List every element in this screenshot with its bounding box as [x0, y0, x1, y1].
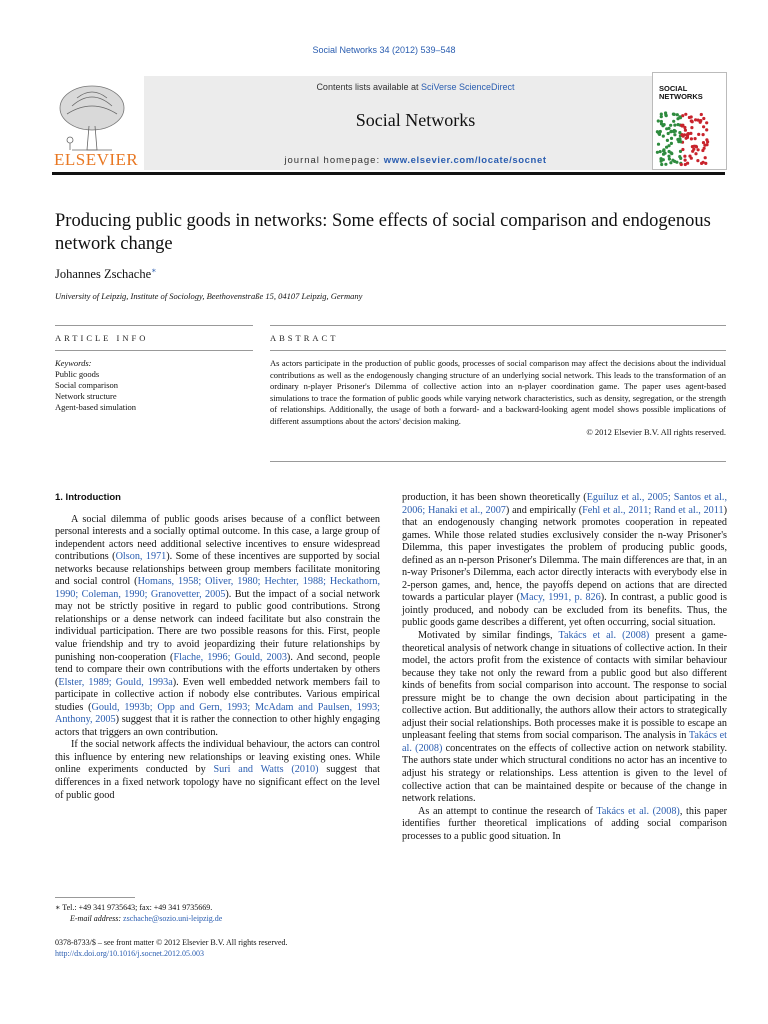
- cover-dot: [664, 163, 667, 166]
- cover-title: SOCIAL NETWORKS: [659, 84, 703, 101]
- cover-dot: [669, 161, 672, 164]
- citation-link[interactable]: Elster, 1989; Gould, 1993a: [58, 676, 173, 688]
- body-text: ). Some of these incentives are supported by social networks because relationships between group members facilitate monitoring and social control (: [55, 551, 381, 588]
- author-email-link[interactable]: zschache@sozio.uni-leipzig.de: [123, 913, 223, 923]
- cover-dot: [686, 136, 689, 139]
- cover-dot: [679, 140, 682, 143]
- cover-dot: [699, 121, 702, 124]
- citation-link[interactable]: Macy, 1991, p. 826: [519, 592, 601, 604]
- journal-cover-thumbnail: [652, 72, 727, 170]
- cover-dot: [657, 143, 660, 146]
- cover-dot: [679, 157, 682, 160]
- cover-dot: [660, 122, 663, 125]
- cover-dot: [673, 133, 676, 136]
- cover-dot: [660, 163, 663, 166]
- cover-dot: [662, 148, 665, 151]
- cover-dot: [656, 151, 659, 154]
- cover-dot: [700, 113, 703, 116]
- body-text: ). Even well embedded network members fail to participate in collective action if nobody else contributes. Various empirical studies (: [55, 676, 380, 713]
- cover-dot: [694, 137, 697, 140]
- citation-link[interactable]: Eguíluz et al., 2005; Santos et al., 2006; Hanaki et al., 2007: [402, 492, 727, 516]
- cover-network-illustration: [653, 73, 726, 169]
- cover-dot: [690, 126, 693, 129]
- cover-dot: [681, 124, 684, 127]
- doi-link[interactable]: http://dx.doi.org/10.1016/j.socnet.2012.05.003: [55, 949, 204, 958]
- cover-dot: [682, 135, 685, 138]
- cover-dot: [662, 135, 665, 138]
- cover-dot: [705, 143, 708, 146]
- sciencedirect-link[interactable]: SciVerse ScienceDirect: [421, 82, 515, 92]
- body-paragraph: [402, 492, 727, 630]
- body-text: production, it has been shown theoretically (: [402, 492, 587, 503]
- body-text: present a game-theoretical analysis of network change in situations of collective action. In their model, the actors profit from the existence of contacts with similar behaviour because they take not only the reward from a public good but also different kinds of benefits from social comparison into account. The response to social pressure might be to change the own decision about participating in the collective action. But additionally, the authors allow their actors to strategically adjust their social relationships. Both processes make it is possible to escape an unpleasant feeling that stems from social comparison. The analysis in: [402, 630, 727, 742]
- cover-dot: [673, 113, 676, 116]
- cover-dot: [702, 117, 705, 120]
- abstract-end-rule: [270, 461, 726, 462]
- body-text: As an attempt to continue the research of: [418, 805, 597, 817]
- footnote-rule: [55, 897, 135, 898]
- cover-dot: [692, 148, 695, 151]
- cover-dot: [673, 124, 676, 127]
- article-info-rule: [55, 325, 253, 326]
- elsevier-wordmark: ELSEVIER: [54, 150, 139, 169]
- journal-header: [52, 72, 725, 170]
- cover-dot: [668, 157, 671, 160]
- keyword: Public goods: [55, 369, 100, 379]
- body-text: A social dilemma of public goods arises because of a conflict between personal interests and a socially optimal outcome. In this case, a large group of independent actors need additional selective incentives to ensure widespread contributions (: [55, 513, 380, 563]
- footnote-email-line: E-mail address: zschache@sozio.uni-leipzig.de: [70, 913, 223, 923]
- cover-dot: [670, 137, 673, 140]
- body-text: suggest that differences in a fixed network topology have no significant effect on the level of public good: [55, 764, 380, 801]
- cover-dot: [676, 113, 679, 116]
- body-text: ). In contrast, a public good is jointly produced, and nobody can be excluded from its benefits. Thus, the public goods game describes a different, yet often occurring, social situation.: [402, 592, 727, 629]
- cover-dot: [705, 121, 708, 124]
- cover-dot: [702, 133, 705, 136]
- body-text: ). But the impact of a social network may not be strictly positive in regard to public good contributions. Strong relationships or a dense network can indeed facilitate but also constrain the individual participation. There are two possible reasons for this. First, people value friendship and try to avoid jeopardizing their future relationships by punishing non-cooperation (: [55, 588, 381, 663]
- cover-dot: [664, 111, 667, 114]
- section-heading-introduction: 1. Introduction: [55, 492, 121, 503]
- cover-dot: [680, 163, 683, 166]
- author-footnote-mark[interactable]: ∗: [151, 266, 157, 275]
- body-text: , this paper identifies further theoretical implications of adding social comparison processes to a public good situation. In: [402, 805, 728, 842]
- cover-dot: [684, 159, 687, 162]
- cover-dot: [670, 142, 673, 145]
- author-name: Johannes Zschache: [55, 267, 152, 282]
- body-text: ) and empirically (: [505, 504, 583, 516]
- cover-dot: [693, 145, 696, 148]
- cover-dot: [681, 148, 684, 151]
- abstract-rule-bottom: [270, 350, 726, 351]
- cover-dot: [688, 116, 691, 119]
- author-affiliation: University of Leipzig, Institute of Sociology, Beethovenstraße 15, 04107 Leipzig, Germany: [55, 291, 363, 301]
- cover-dot: [676, 138, 679, 141]
- body-paragraph: [402, 806, 727, 844]
- article-info-rule-bottom: [55, 350, 253, 351]
- body-paragraph: [402, 630, 727, 806]
- body-paragraph: [55, 739, 380, 802]
- citation-link[interactable]: Fehl et al., 2011; Rand et al., 2011: [582, 504, 724, 516]
- keywords-label: Keywords:: [55, 358, 92, 368]
- cover-dot: [678, 131, 681, 134]
- cover-dot: [704, 156, 707, 159]
- article-title: Producing public goods in networks: Some effects of social comparison and endogenous network change: [55, 211, 711, 254]
- cover-dot: [705, 138, 708, 141]
- cover-dot: [662, 158, 665, 161]
- contents-line: Contents lists available at SciVerse ScienceDirect: [316, 82, 515, 92]
- cover-dot: [702, 161, 705, 164]
- cover-dot: [702, 125, 705, 128]
- body-text: ) suggest that it is rather the connection to other highly engaging actors that triggers an own contribution.: [55, 714, 380, 738]
- cover-dot: [701, 149, 704, 152]
- citation-link[interactable]: Takács et al. (2008): [596, 805, 680, 817]
- body-column-right: [402, 492, 727, 843]
- body-text: concentrates on the effects of collective action on network stability. The authors state under which structural conditions no actor has an incentive to adjust his strategy or relationships. Less attention is given to the level of collective action that can be maintained despite or because of the change in network relations.: [402, 742, 727, 805]
- cover-dot: [667, 132, 670, 135]
- cover-dot: [665, 127, 668, 130]
- cover-dot: [662, 153, 665, 156]
- keyword: Social comparison: [55, 380, 119, 390]
- cover-dot: [697, 133, 700, 136]
- cover-dot: [660, 115, 663, 118]
- cover-dot: [683, 155, 686, 158]
- citation-link[interactable]: Homans, 1958; Oliver, 1980; Hechter, 1988; Heckathorn, 1990; Coleman, 1990; Granovetter, 2005: [55, 576, 380, 600]
- cover-dot: [696, 159, 699, 162]
- body-text: ) that an endogenously changing network promotes cooperation in repeated games. While those related studies exclusively consider the n-way Prisoner's Dilemma, this paper investigates the problem of producing public goods, defined as an n-person Prisoner's Dilemma. The main differences are that, in an n-way Prisoner's Dilemma, each actor directly interacts with everybody else in 2-person games, and, hence, the payoffs depend on actions that are directed towards a particular player (: [402, 504, 727, 604]
- cover-dot: [669, 124, 672, 127]
- body-text: If the social network affects the individual behaviour, the actors can control this influence by entering new relationships or leaving existing ones. While online experiments conducted by: [55, 739, 380, 776]
- citation-link[interactable]: Gould, 1993b; Opp and Gern, 1993; McAdam and Paulsen, 1993; Anthony, 2005: [55, 701, 380, 726]
- citation-link[interactable]: Olson, 1971: [115, 551, 167, 563]
- citation-link[interactable]: Takács et al. (2008): [558, 630, 650, 642]
- cover-dot: [705, 128, 708, 131]
- abstract-text: As actors participate in the production of public goods, processes of social comparison may affect the decisions about the individual contributions as well as the endogenously changing structure of an underlying social network. This leads to the transformation of an ordinary n-player Prisoner's Dilemma of collective action into an n-player coordination game. The paper uses agent-based simulations to trace the formation of public goods while varying network characteristics, such as density, segregation, or the strength of relationships. Additionally, the usage of both a forward- and a backward-looking agent model shows possible implications of different assumptions about the actors' decision making.: [270, 358, 726, 426]
- cover-dot: [684, 129, 687, 132]
- cover-dot: [684, 113, 687, 116]
- journal-masthead: [144, 76, 687, 170]
- cover-dot: [667, 144, 670, 147]
- cover-dot: [657, 132, 660, 135]
- footnote-contact: ∗ Tel.: +49 341 9735643; fax: +49 341 9735669.: [55, 903, 213, 912]
- journal-name: Social Networks: [355, 110, 476, 130]
- cover-dot: [688, 155, 691, 158]
- abstract-block: [270, 358, 726, 439]
- cover-dot: [694, 152, 697, 155]
- keywords-block: [55, 358, 136, 413]
- cover-dot: [686, 162, 689, 165]
- abstract-label: ABSTRACT: [270, 333, 339, 343]
- body-text: Motivated by similar findings,: [418, 630, 559, 642]
- keyword: Network structure: [55, 391, 117, 401]
- cover-dot: [666, 139, 669, 142]
- cover-dot: [675, 161, 678, 164]
- cover-dot: [673, 129, 676, 132]
- body-text: ). And second, people tend to compare their own contributions with the efforts undertaken by others (: [55, 651, 380, 688]
- journal-homepage-link[interactable]: www.elsevier.com/locate/socnet: [383, 155, 547, 166]
- cover-dot: [681, 114, 684, 117]
- cover-dot: [668, 150, 671, 153]
- citation-link[interactable]: Takács et al. (2008): [402, 730, 727, 754]
- citation-link[interactable]: Suri and Watts (2010): [213, 764, 319, 776]
- body-paragraph: [55, 514, 380, 740]
- author-line: [55, 266, 157, 282]
- front-matter-info: [55, 937, 288, 959]
- header-rule: [52, 172, 725, 175]
- cover-dot: [678, 115, 681, 118]
- cover-dot: [691, 120, 694, 123]
- journal-citation[interactable]: Social Networks 34 (2012) 539–548: [312, 45, 456, 55]
- cover-dot: [683, 126, 686, 129]
- citation-link[interactable]: Flache, 1996; Gould, 2003: [173, 651, 287, 663]
- copyright-line: © 2012 Elsevier B.V. All rights reserved.: [586, 427, 726, 437]
- abstract-rule: [270, 325, 726, 326]
- cover-dot: [690, 137, 693, 140]
- body-column-left: [55, 492, 380, 802]
- cover-dot: [657, 119, 660, 122]
- cover-dot: [670, 130, 673, 133]
- author-footnote: [55, 903, 222, 924]
- cover-dot: [659, 150, 662, 153]
- issn-line: 0378-8733/$ – see front matter © 2012 Elsevier B.V. All rights reserved.: [55, 938, 288, 947]
- cover-dot: [671, 159, 674, 162]
- cover-dot: [667, 155, 670, 158]
- cover-dot: [672, 120, 675, 123]
- cover-dot: [687, 132, 690, 135]
- article-info-label: ARTICLE INFO: [55, 333, 149, 343]
- cover-dot: [677, 123, 680, 126]
- keyword: Agent-based simulation: [55, 402, 136, 412]
- cover-dot: [697, 148, 700, 151]
- journal-homepage-line: journal homepage: www.elsevier.com/locate/socnet: [284, 155, 547, 166]
